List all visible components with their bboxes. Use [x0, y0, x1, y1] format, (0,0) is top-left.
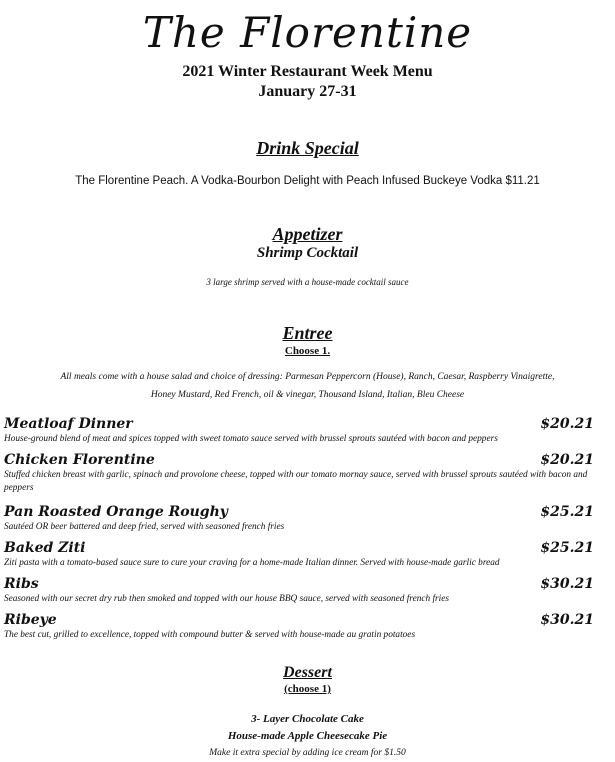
entree-item-baked-ziti [4, 539, 594, 570]
dessert-item-apple-cheesecake: House-made Apple Cheesecake Pie [227, 730, 388, 742]
item-description: Sautéed OR beer battered and deep fried, served with seasoned french fries [4, 522, 285, 532]
entree-item-chicken-florentine [4, 451, 594, 495]
item-name: Ribeye [4, 612, 57, 628]
item-description: The best cut, grilled to excellence, topped with compound butter & served with house-made au gratin potatoes [4, 630, 416, 640]
entree-note-line2: Honey Mustard, Red French, oil & vinegar, Thousand Island, Italian, Bleu Cheese [150, 390, 465, 400]
menu-title: 2021 Winter Restaurant Week Menu [182, 63, 433, 80]
entree-item-orange-roughy [4, 503, 594, 534]
entree-heading: Entree [282, 323, 333, 343]
dessert-note: Make it extra special by adding ice cream for $1.50 [209, 748, 406, 758]
dessert-heading: Dessert [283, 664, 332, 681]
entree-item-ribs [4, 575, 594, 606]
menu-dates: January 27-31 [258, 83, 357, 100]
appetizer-name: Shrimp Cocktail [256, 245, 359, 261]
entree-note-line1: All meals come with a house salad and choice of dressing: Parmesan Peppercorn (House), Ranch, Caesar, Raspberry Vinaigrette, [60, 372, 555, 382]
item-name: Pan Roasted Orange Roughy [4, 504, 228, 520]
entree-choose: Choose 1. [284, 345, 331, 357]
item-price: $30.21 [540, 612, 594, 628]
dessert-choose: (choose 1) [284, 683, 331, 695]
entree-item-ribeye [4, 611, 594, 642]
item-name: Ribs [4, 576, 39, 592]
item-price: $25.21 [540, 504, 594, 520]
item-price: $20.21 [540, 452, 594, 468]
item-description: Ziti pasta with a tomato-based sauce sure to cure your craving for a home-made Italian dinner. Served with house-made garlic bread [4, 558, 500, 568]
item-description: House-ground blend of meat and spices topped with sweet tomato sauce served with brussel sprouts sautéed with bacon and peppers [4, 434, 498, 444]
restaurant-name: The Florentine [142, 8, 473, 57]
drink-special-heading: Drink Special [256, 138, 359, 158]
item-price: $30.21 [540, 576, 594, 592]
appetizer-heading: Appetizer [272, 224, 343, 244]
item-price: $25.21 [540, 540, 594, 556]
entree-item-meatloaf [4, 415, 594, 446]
item-price: $20.21 [540, 416, 594, 432]
dessert-item-chocolate-cake: 3- Layer Chocolate Cake [251, 713, 364, 725]
appetizer-description: 3 large shrimp served with a house-made cocktail sauce [206, 277, 409, 287]
item-description: Stuffed chicken breast with garlic, spinach and provolone cheese, topped with our tomato mornay sauce, served with brussel sprouts sautéed with bacon and peppers [4, 470, 588, 493]
item-name: Chicken Florentine [4, 452, 155, 468]
item-name: Meatloaf Dinner [4, 416, 133, 432]
item-name: Baked Ziti [4, 540, 86, 556]
item-description: Seasoned with our secret dry rub then smoked and topped with our house BBQ sauce, served with seasoned french fries [4, 594, 449, 604]
drink-special-line: The Florentine Peach. A Vodka-Bourbon Delight with Peach Infused Buckeye Vodka $11.21 [75, 175, 540, 187]
